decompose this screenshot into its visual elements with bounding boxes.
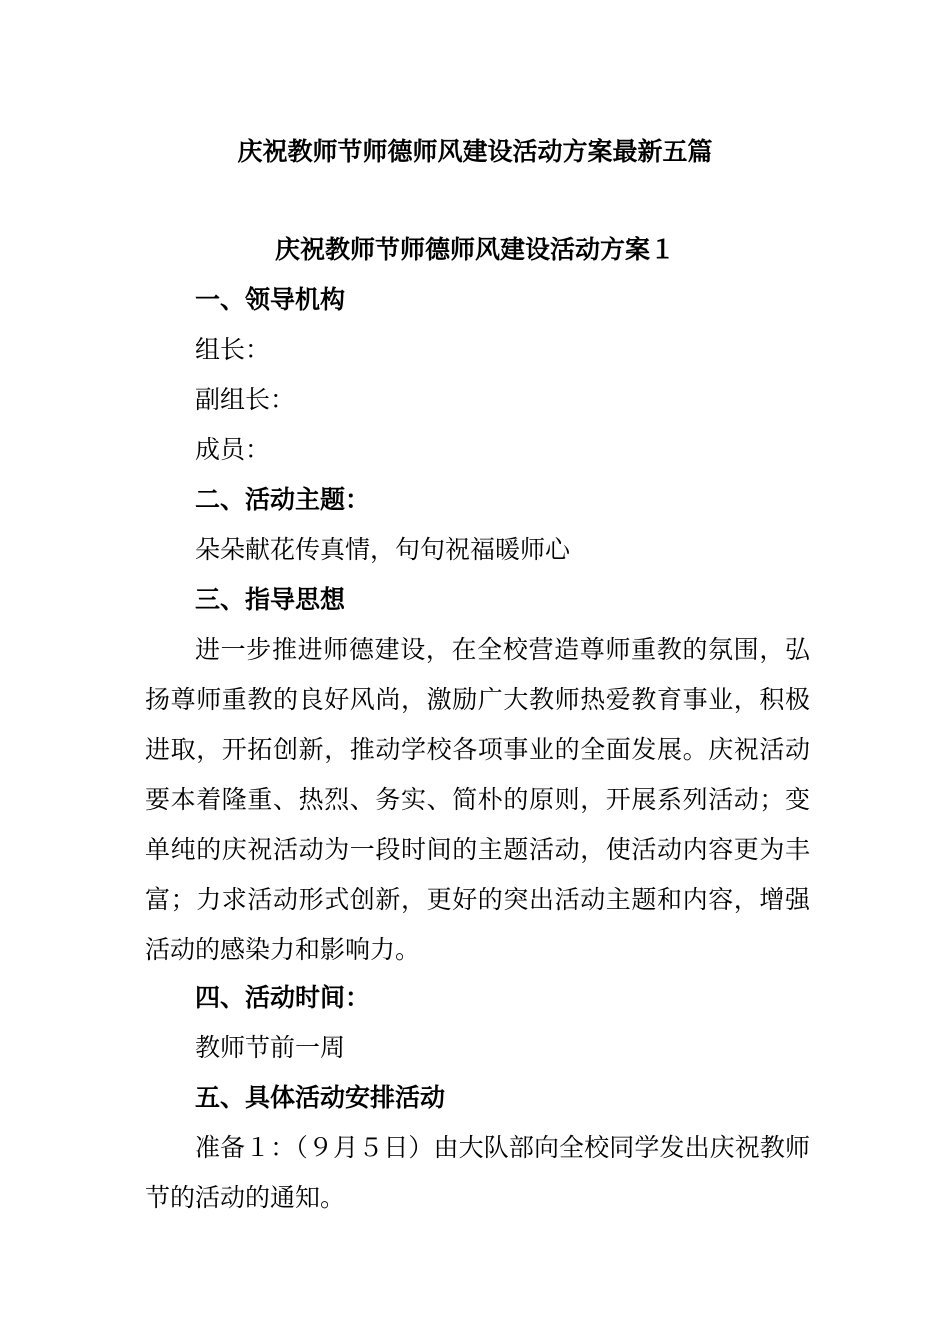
document-title: 庆祝教师节师德师风建设活动方案最新五篇 <box>237 137 713 166</box>
guiding-paragraph: 进一步推进师德建设，在全校营造尊师重教的氛围，弘扬尊师重教的良好风尚，激励广大教师热爱教育事业，积极进取，开拓创新，推动学校各项事业的全面发展。庆祝活动要本着隆重、热烈、务实、简朴的原则，开展系列活动；变单纯的庆祝活动为一段时间的主题活动，使活动内容更为丰富；力求活动形式创新，更好的突出活动主题和内容，增强活动的感染力和影响力。 <box>145 635 810 964</box>
section-title: 庆祝教师节师德师风建设活动方案１ <box>274 235 675 264</box>
vice-leader-line: 副组长： <box>195 385 296 414</box>
heading-time: 四、活动时间： <box>195 983 371 1012</box>
heading-arrangement: 五、具体活动安排活动 <box>195 1083 446 1112</box>
theme-text: 朵朵献花传真情，句句祝福暖师心 <box>195 535 571 564</box>
leader-line: 组长： <box>195 335 271 364</box>
heading-guiding-thought: 三、指导思想 <box>195 585 346 614</box>
members-line: 成员： <box>195 435 271 464</box>
heading-leadership: 一、领导机构 <box>195 285 346 314</box>
prep-paragraph: 准备１：（９月５日）由大队部向全校同学发出庆祝教师节的活动的通知。 <box>145 1133 810 1212</box>
heading-theme: 二、活动主题： <box>195 485 371 514</box>
time-text: 教师节前一周 <box>195 1033 346 1062</box>
